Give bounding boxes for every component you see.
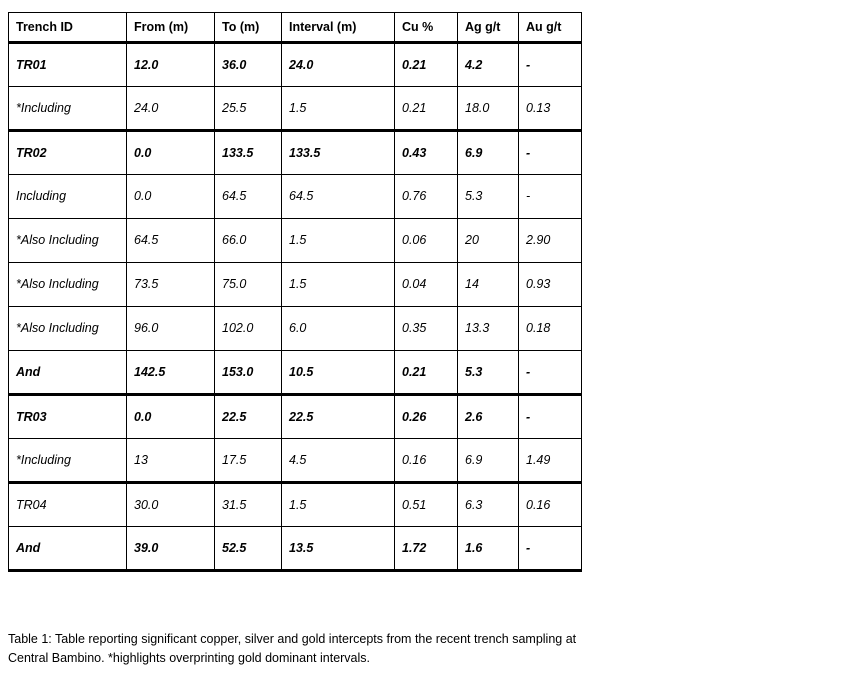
cell-trench-id: TR02 [9,131,127,175]
cell-cu: 0.43 [395,131,458,175]
cell-ag: 13.3 [458,307,519,351]
column-header-cu: Cu % [395,13,458,43]
cell-ag: 2.6 [458,395,519,439]
cell-au: 0.13 [519,87,582,131]
cell-au: 0.93 [519,263,582,307]
cell-interval: 1.5 [282,483,395,527]
cell-au: - [519,527,582,571]
table-row [9,263,582,307]
cell-cu: 0.16 [395,439,458,483]
cell-cu: 0.04 [395,263,458,307]
cell-trench-id: *Also Including [9,307,127,351]
cell-au: - [519,351,582,395]
cell-from: 142.5 [127,351,215,395]
cell-trench-id: TR03 [9,395,127,439]
cell-to: 64.5 [215,175,282,219]
cell-au: 1.49 [519,439,582,483]
cell-ag: 18.0 [458,87,519,131]
cell-interval: 6.0 [282,307,395,351]
table-row [9,43,582,87]
cell-cu: 0.51 [395,483,458,527]
cell-trench-id: And [9,351,127,395]
cell-trench-id: *Also Including [9,263,127,307]
cell-to: 17.5 [215,439,282,483]
cell-au: 0.18 [519,307,582,351]
cell-au: - [519,395,582,439]
cell-cu: 1.72 [395,527,458,571]
table-row [9,351,582,395]
cell-to: 133.5 [215,131,282,175]
cell-cu: 0.21 [395,87,458,131]
cell-au: 2.90 [519,219,582,263]
cell-from: 12.0 [127,43,215,87]
cell-trench-id: TR04 [9,483,127,527]
column-header-interval: Interval (m) [282,13,395,43]
cell-ag: 20 [458,219,519,263]
cell-from: 30.0 [127,483,215,527]
cell-interval: 1.5 [282,87,395,131]
cell-ag: 14 [458,263,519,307]
caption-line-1: Table 1: Table reporting significant copper, silver and gold intercepts from the recent trench sampling at [8,632,577,646]
cell-to: 22.5 [215,395,282,439]
table-row [9,131,582,175]
cell-ag: 6.9 [458,131,519,175]
cell-cu: 0.21 [395,43,458,87]
cell-cu: 0.26 [395,395,458,439]
cell-interval: 22.5 [282,395,395,439]
table-caption [8,630,828,668]
cell-from: 24.0 [127,87,215,131]
cell-to: 31.5 [215,483,282,527]
cell-from: 96.0 [127,307,215,351]
cell-from: 0.0 [127,395,215,439]
cell-to: 36.0 [215,43,282,87]
column-header-ag: Ag g/t [458,13,519,43]
cell-cu: 0.21 [395,351,458,395]
cell-cu: 0.76 [395,175,458,219]
cell-to: 52.5 [215,527,282,571]
cell-from: 13 [127,439,215,483]
table-body [9,43,582,571]
cell-trench-id: Including [9,175,127,219]
intercepts-table [8,12,582,572]
cell-ag: 5.3 [458,351,519,395]
cell-ag: 6.9 [458,439,519,483]
cell-to: 66.0 [215,219,282,263]
column-header-trench-id: Trench ID [9,13,127,43]
cell-ag: 5.3 [458,175,519,219]
table-row [9,527,582,571]
cell-au: - [519,43,582,87]
column-header-from: From (m) [127,13,215,43]
cell-from: 73.5 [127,263,215,307]
cell-from: 0.0 [127,131,215,175]
cell-interval: 10.5 [282,351,395,395]
table-header [9,13,582,43]
cell-from: 39.0 [127,527,215,571]
cell-trench-id: *Including [9,87,127,131]
table-row [9,307,582,351]
cell-ag: 6.3 [458,483,519,527]
cell-trench-id: TR01 [9,43,127,87]
table-row [9,439,582,483]
table-row [9,87,582,131]
cell-au: - [519,131,582,175]
cell-to: 25.5 [215,87,282,131]
table-row [9,395,582,439]
table-header-row [9,13,582,43]
column-header-au: Au g/t [519,13,582,43]
cell-interval: 1.5 [282,219,395,263]
cell-ag: 1.6 [458,527,519,571]
cell-interval: 133.5 [282,131,395,175]
table-row [9,219,582,263]
cell-ag: 4.2 [458,43,519,87]
column-header-to: To (m) [215,13,282,43]
cell-cu: 0.35 [395,307,458,351]
cell-trench-id: And [9,527,127,571]
cell-interval: 13.5 [282,527,395,571]
cell-interval: 1.5 [282,263,395,307]
cell-interval: 24.0 [282,43,395,87]
cell-interval: 4.5 [282,439,395,483]
cell-trench-id: *Including [9,439,127,483]
cell-to: 102.0 [215,307,282,351]
cell-au: - [519,175,582,219]
table-row [9,483,582,527]
cell-from: 0.0 [127,175,215,219]
cell-interval: 64.5 [282,175,395,219]
cell-to: 75.0 [215,263,282,307]
cell-trench-id: *Also Including [9,219,127,263]
cell-au: 0.16 [519,483,582,527]
cell-to: 153.0 [215,351,282,395]
table-row [9,175,582,219]
cell-from: 64.5 [127,219,215,263]
cell-cu: 0.06 [395,219,458,263]
caption-line-2: Central Bambino. *highlights overprinting gold dominant intervals. [8,650,371,665]
